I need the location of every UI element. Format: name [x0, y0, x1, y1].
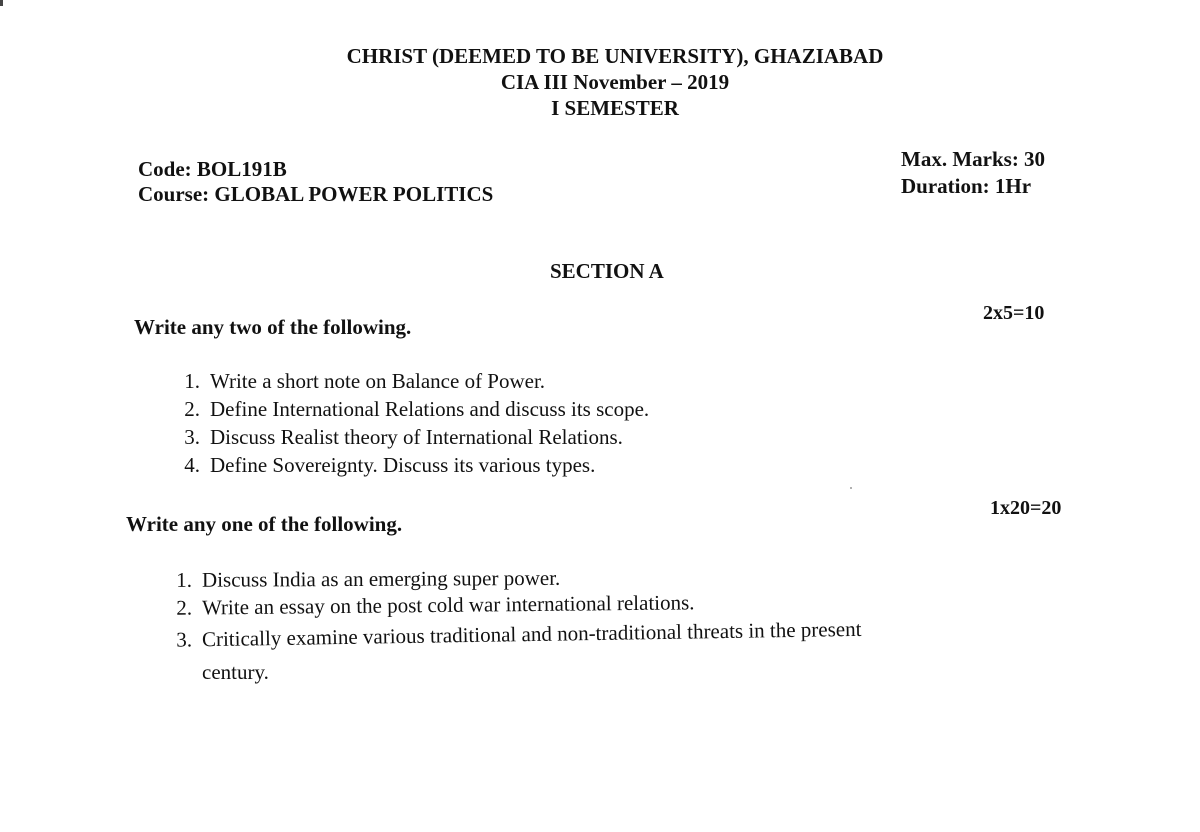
question-number: 1. — [184, 369, 200, 393]
scan-speck — [850, 487, 852, 489]
institution-title: CHRIST (DEEMED TO BE UNIVERSITY), GHAZIABAD — [346, 44, 884, 68]
part1-instruction: Write any two of the following. — [134, 315, 412, 339]
question-text: Write a short note on Balance of Power. — [210, 369, 546, 393]
question-number: 1. — [176, 567, 193, 592]
question-text: Define Sovereignty. Discuss its various types. — [210, 453, 596, 477]
section-title: SECTION A — [550, 259, 664, 283]
question-number: 2. — [184, 397, 200, 421]
question-text: century. — [202, 660, 269, 684]
duration: Duration: 1Hr — [901, 174, 1032, 198]
course-name: Course: GLOBAL POWER POLITICS — [138, 182, 494, 206]
list-item — [160, 425, 623, 450]
part2-instruction: Write any one of the following. — [126, 512, 403, 536]
question-text: Critically examine various traditional and non-traditional threats in the present — [201, 616, 862, 652]
list-item — [152, 566, 560, 593]
question-text: Write an essay on the post cold war international relations. — [201, 590, 695, 620]
list-item — [160, 369, 545, 394]
list-item — [160, 397, 649, 422]
question-number: 3. — [176, 627, 193, 652]
list-item-continuation — [152, 660, 269, 685]
list-item — [160, 453, 595, 478]
list-item — [152, 617, 862, 653]
scan-mark — [0, 0, 3, 6]
question-text: Define International Relations and discuss its scope. — [210, 397, 650, 421]
part2-marks: 1x20=20 — [990, 497, 1062, 519]
course-code: Code: BOL191B — [138, 157, 287, 181]
question-number: 3. — [184, 425, 200, 449]
exam-title: CIA III November – 2019 — [500, 70, 730, 94]
semester-title: I SEMESTER — [551, 96, 679, 120]
max-marks: Max. Marks: 30 — [901, 147, 1046, 171]
question-text: Discuss Realist theory of International Relations. — [210, 425, 623, 449]
part1-marks: 2x5=10 — [983, 302, 1045, 324]
question-number: 2. — [176, 595, 193, 620]
list-item — [152, 590, 695, 621]
question-text: Discuss India as an emerging super power. — [201, 565, 561, 592]
question-number: 4. — [184, 453, 200, 477]
